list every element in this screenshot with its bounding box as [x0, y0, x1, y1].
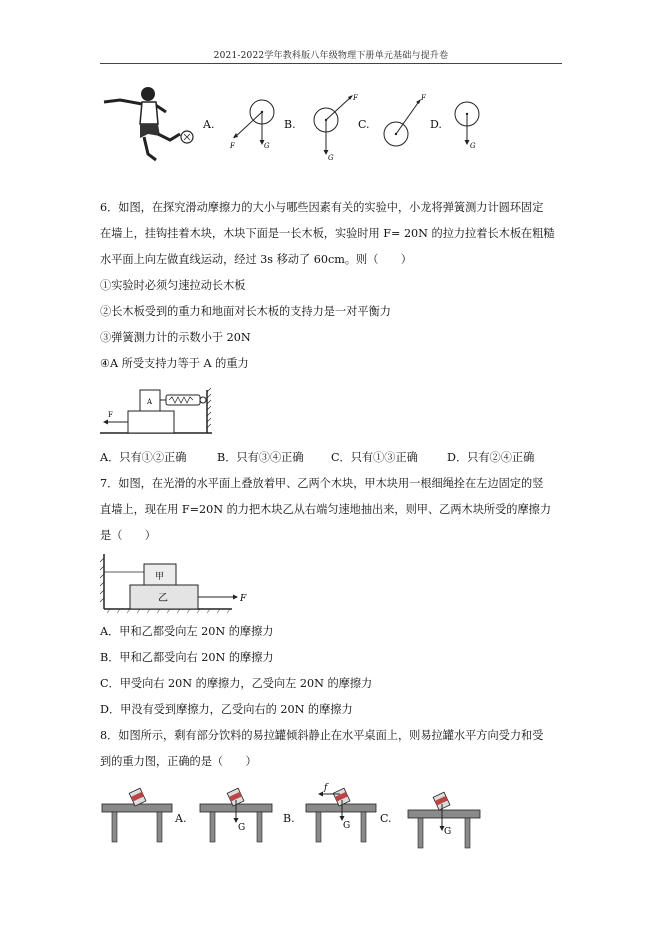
- q6-choice-a: A．只有①②正确: [100, 451, 187, 464]
- q5-option-d-diagram: [454, 100, 484, 156]
- q5-option-b-label: B.: [284, 118, 296, 131]
- q8-table-2: [200, 786, 272, 846]
- q8-table-1: [102, 786, 172, 846]
- q8-c-force-f-label: f: [324, 783, 328, 793]
- q7-top-block-label: 甲: [155, 572, 165, 582]
- q6-figure: [100, 382, 212, 440]
- q7-bottom-block-label: 乙: [158, 593, 168, 604]
- q8-option-a-label: A.: [175, 812, 187, 825]
- page-header: 2021-2022学年教科版八年级物理下册单元基础与提升卷: [213, 51, 449, 61]
- q5-d-force-g-label: G: [470, 142, 476, 150]
- q6-statement-4: ④A 所受支持力等于 A 的重力: [100, 357, 249, 370]
- q7-stem-line-1: 7．如图，在光滑的水平面上叠放着甲、乙两个木块，甲木块用一根细绳拴在左边固定的竖: [100, 477, 544, 490]
- q7-choice-a: A．甲和乙都受向左 20N 的摩擦力: [100, 625, 274, 638]
- q8-b-force-g-label: G: [238, 823, 246, 833]
- q5-b-force-g-label: G: [328, 154, 334, 162]
- q6-stem-line-3: 水平面上向左做直线运动，经过 3s 移动了 60cm。则（ ）: [100, 253, 412, 266]
- q8-stem-line-2: 到的重力图，正确的是（ ）: [100, 755, 257, 768]
- q5-option-a-label: A.: [203, 118, 215, 131]
- q6-statement-1: ①实验时必须匀速拉动长木板: [100, 279, 246, 292]
- q8-d-force-g-label: G: [444, 827, 452, 837]
- q5-option-c-label: C.: [358, 118, 370, 131]
- q7-force-label: F: [240, 594, 247, 604]
- q5-b-force-f-label: F: [353, 94, 358, 102]
- q5-a-force-g-label: G: [264, 142, 270, 150]
- q6-choice-d: D．只有②④正确: [447, 451, 535, 464]
- q6-force-label: F: [108, 411, 113, 419]
- q6-stem-line-2: 在墙上，挂钩挂着木块，木块下面是一长木板，实验时用 F= 20N 的拉力拉着长木板在粗糙: [100, 227, 555, 240]
- q8-table-4: [408, 792, 480, 856]
- q8-c-force-g-label: G: [343, 821, 351, 831]
- header-rule: [100, 63, 562, 64]
- q6-choice-b: B．只有③④正确: [217, 451, 304, 464]
- q8-stem-line-1: 8．如图所示，剩有部分饮料的易拉罐倾斜静止在水平桌面上，则易拉罐水平方向受力和受: [100, 729, 544, 742]
- q6-stem-line-1: 6．如图，在探究滑动摩擦力的大小与哪些因素有关的实验中，小龙将弹簧测力计圆环固定: [100, 201, 544, 214]
- q6-block-a-label: A: [147, 398, 153, 406]
- q5-option-a-diagram: [228, 96, 278, 156]
- q7-choice-c: C．甲受向右 20N 的摩擦力，乙受向左 20N 的摩擦力: [100, 677, 373, 690]
- q7-stem-line-2: 直墙上，现在用 F=20N 的力把木块乙从右端匀速地抽出来，则甲、乙两木块所受的摩擦力: [100, 503, 552, 516]
- q7-stem-line-3: 是（ ）: [100, 529, 156, 542]
- soccer-player-figure: [100, 82, 200, 166]
- q7-choice-d: D．甲没有受到摩擦力，乙受向右的 20N 的摩擦力: [100, 703, 353, 716]
- q5-a-force-f-label: F: [230, 142, 235, 150]
- q8-table-3: [306, 780, 376, 846]
- q5-option-b-diagram: [306, 90, 362, 160]
- q5-c-force-f-label: F: [421, 94, 426, 102]
- q6-statement-3: ③弹簧测力计的示数小于 20N: [100, 331, 251, 344]
- q6-choice-c: C．只有①③正确: [331, 451, 418, 464]
- q8-option-b-label: B.: [283, 812, 295, 825]
- q5-option-c-diagram: [380, 90, 430, 150]
- q5-option-d-label: D.: [430, 118, 442, 131]
- q6-statement-2: ②长木板受到的重力和地面对长木板的支持力是一对平衡力: [100, 305, 391, 318]
- q7-choice-b: B．甲和乙都受向右 20N 的摩擦力: [100, 651, 274, 664]
- q8-option-c-label: C.: [380, 812, 392, 825]
- q7-figure: [100, 554, 250, 614]
